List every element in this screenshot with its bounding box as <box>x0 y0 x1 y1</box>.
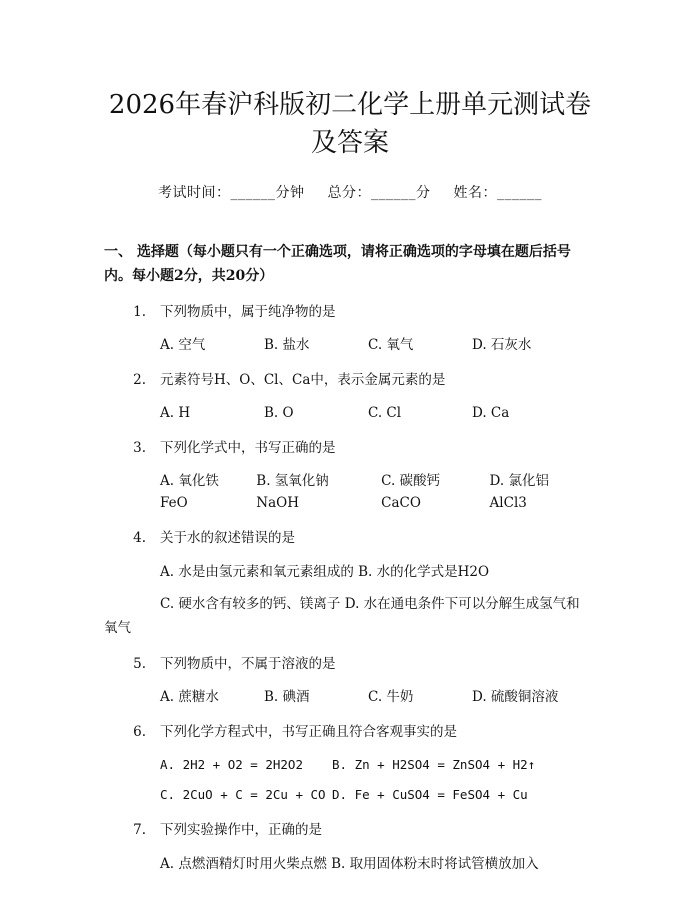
option-d: D. Ca <box>472 405 510 421</box>
question-number: 1. <box>133 304 146 320</box>
question-stem: 关于水的叙述错误的是 <box>160 530 295 546</box>
question-stem: 下列化学方程式中，书写正确且符合客观事实的是 <box>160 724 457 740</box>
question-stem: 下列物质中，不属于溶液的是 <box>160 656 336 672</box>
question-number: 6. <box>133 724 146 740</box>
question-stem: 元素符号H、O、Cl、Ca中，表示金属元素的是 <box>160 372 446 388</box>
question-6 <box>104 718 596 806</box>
option-b: B. Zn + H2SO4 = ZnSO4 + H2↑ <box>332 757 536 772</box>
option-a: A. 氧化铁 FeO <box>160 473 219 511</box>
question-number: 2. <box>133 372 146 388</box>
question-1 <box>104 298 596 356</box>
question-stem: 下列实验操作中，正确的是 <box>160 822 322 838</box>
option-b: B. 氢氧化钠 NaOH <box>256 473 329 511</box>
question-options <box>104 334 596 356</box>
question-options <box>104 402 596 424</box>
option-text-wrap: 氧气 <box>104 620 131 636</box>
exam-time: 考试时间：______分钟 <box>158 185 305 201</box>
question-number: 5. <box>133 656 146 672</box>
option-b: B. 碘酒 <box>264 689 310 705</box>
question-number: 4. <box>133 530 146 546</box>
page-title: 2026年春沪科版初二化学上册单元测试卷及答案 <box>108 90 592 158</box>
option-a: A. H <box>160 405 191 421</box>
question-7 <box>104 816 596 876</box>
option-b: B. O <box>264 405 294 421</box>
question-number: 7. <box>133 822 146 838</box>
option-c: C. 碳酸钙 CaCO <box>381 473 441 511</box>
option-c: C. Cl <box>368 405 402 421</box>
option-c: C. 牛奶 <box>368 689 414 705</box>
question-stem: 下列化学式中，书写正确的是 <box>160 440 336 456</box>
question-3 <box>104 434 596 514</box>
option-a: A. 空气 <box>160 337 206 353</box>
exam-score: 总分：______分 <box>327 185 431 201</box>
option-d: D. 氯化铝 AlCl3 <box>489 473 549 511</box>
option-d: D. 石灰水 <box>472 337 532 353</box>
question-number: 3. <box>133 440 146 456</box>
option-a: A. 蔗糖水 <box>160 689 219 705</box>
question-options <box>104 686 596 708</box>
question-options <box>104 470 596 514</box>
question-5 <box>104 650 596 708</box>
option-b: B. 盐水 <box>264 337 310 353</box>
exam-name: 姓名：______ <box>453 185 542 201</box>
question-options-row-1 <box>104 754 596 776</box>
option-c: C. 氧气 <box>368 337 414 353</box>
option-a: A. 2H2 + O2 = 2H2O2 <box>160 757 303 772</box>
option-d: D. Fe + CuSO4 = FeSO4 + Cu <box>332 787 528 802</box>
question-options-row-2 <box>104 784 596 806</box>
section-heading: 一、 选择题（每小题只有一个正确选项，请将正确选项的字母填在题后括号内。每小题2分，共20分） <box>104 244 571 284</box>
exam-info <box>104 182 596 202</box>
question-options-line-1: A. 水是由氢元素和氧元素组成的 B. 水的化学式是H2O <box>160 564 490 580</box>
option-text: C. 硬水含有较多的钙、镁离子 D. 水在通电条件下可以分解生成氢气和 <box>160 596 580 612</box>
option-d: D. 硫酸铜溶液 <box>472 689 559 705</box>
question-4 <box>104 524 596 640</box>
question-options-line-1: A. 点燃酒精灯时用火柴点燃 B. 取用固体粉末时将试管横放加入 <box>160 856 539 872</box>
option-c: C. 2CuO + C = 2Cu + CO <box>160 787 326 802</box>
question-options-line-2 <box>104 592 596 640</box>
question-2 <box>104 366 596 424</box>
question-stem: 下列物质中，属于纯净物的是 <box>160 304 336 320</box>
